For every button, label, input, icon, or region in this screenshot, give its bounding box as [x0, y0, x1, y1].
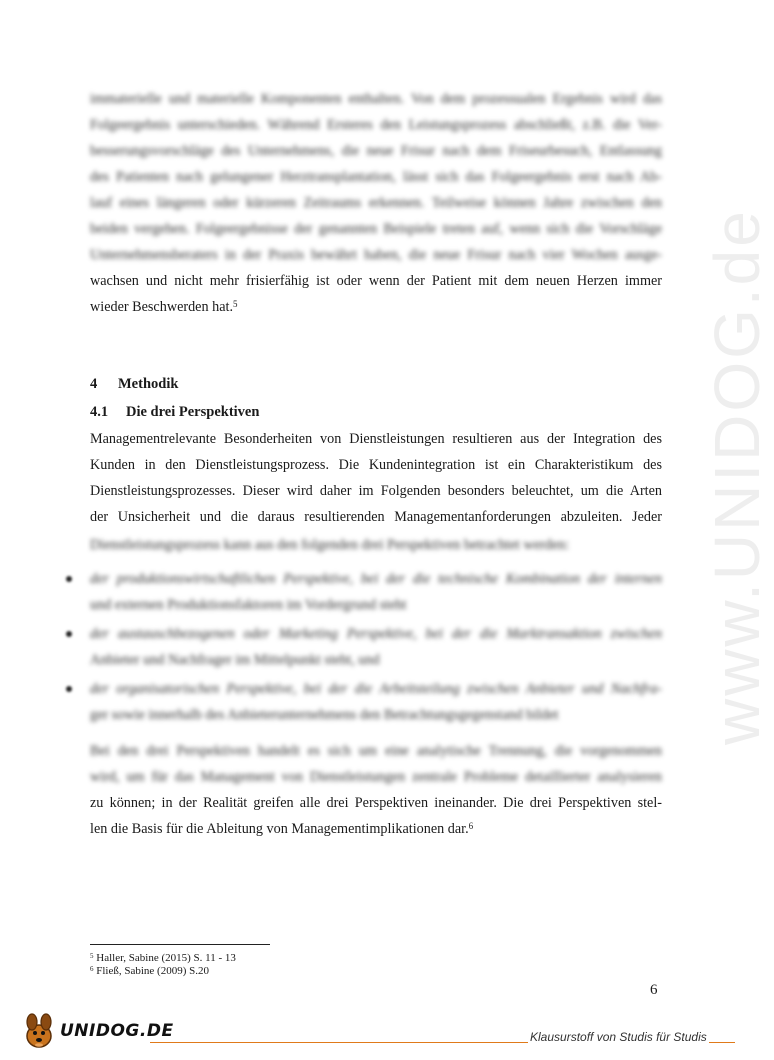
section-heading	[90, 372, 178, 396]
closing-line: Bei den drei Perspektiven handelt es sich um eine analytische Trennung, die vorgenommen	[90, 743, 662, 759]
bullet-line: der austauschbezogenen oder Marketing Perspektive, bei der die Marktransaktion zwischen	[90, 626, 662, 642]
closing-line-text: len die Basis für die Ableitung von Managementimplikationen dar.	[90, 821, 469, 837]
bullet-dot	[66, 576, 72, 582]
bullet-line: der organisatorischen Perspektive, bei der die Arbeitsteilung zwischen Anbieter und Nachfra-	[90, 681, 662, 697]
bullet-line: und externen Produktionsfaktoren im Vordergrund steht	[90, 597, 407, 613]
bullet-line: der produktionswirtschaftlichen Perspektive, bei der die technische Kombination der internen	[90, 571, 662, 587]
intro-line: des Patienten nach gelungener Herztransplantation, lässt sich das Folgeergebnis erst nach Ab-	[90, 169, 662, 185]
closing-line: wird, um für das Management von Dienstleistungen zentrale Probleme detaillierter analysieren	[90, 769, 662, 785]
footnote-number: 5	[90, 952, 94, 960]
subsection-number: 4.1	[90, 404, 109, 420]
body-line: Dienstleistungsprozesses. Dieser wird daher im Folgenden besonders beleuchtet, um die Arten	[90, 483, 662, 499]
intro-line-text: wieder Beschwerden hat.	[90, 299, 233, 315]
intro-line: beiden vergehen. Folgeergebnisse der genannten Beispiele treten auf, wenn sich die Vorschläge	[90, 221, 662, 237]
section-number: 4	[90, 376, 98, 392]
closing-line: zu können; in der Realität greifen alle drei Perspektiven ineinander. Die drei Perspektiven stel-	[90, 795, 662, 811]
footnote-number: 6	[90, 965, 94, 973]
unidog-logo	[20, 1012, 174, 1052]
footnote-text: Fließ, Sabine (2009) S.20	[96, 965, 209, 977]
footnote	[90, 952, 236, 965]
bullet-line: Anbieter und Nachfrager im Mittelpunkt steht, und	[90, 652, 380, 668]
intro-line: besserungsvorschläge des Unternehmens, die neue Frisur nach dem Friseurbesuch, Entlassung	[90, 143, 662, 159]
body-line: Kunden in den Dienstleistungsprozess. Die Kundenintegration ist ein Charakteristikum des	[90, 457, 662, 473]
dog-icon	[20, 1012, 58, 1050]
footnote-ref: 5	[233, 299, 238, 309]
watermark: www.UNIDOG.de	[701, 208, 773, 745]
footnote	[90, 965, 209, 978]
footnote-separator	[90, 944, 270, 945]
subsection-title: Die drei Perspektiven	[126, 404, 260, 420]
bullet-dot	[66, 631, 72, 637]
intro-line: wachsen und nicht mehr frisierfähig ist oder wenn der Patient mit dem neuen Herzen immer	[90, 273, 662, 289]
bullet-line: ger sowie innerhalb des Anbieterunternehmens den Betrachtungsgegenstand bildet	[90, 707, 559, 723]
body-line: Dienstleistungsprozess kann aus den folgenden drei Perspektiven betrachtet werden:	[90, 537, 570, 553]
footer-tagline: Klausurstoff von Studis für Studis	[530, 1030, 707, 1044]
intro-line: Unternehmensberaters in der Praxis bewährt haben, die neue Frisur nach vier Wochen ausge-	[90, 247, 662, 263]
intro-last-line	[90, 294, 662, 320]
body-line: der Unsicherheit und die daraus resultierenden Managementanforderungen abzuleiten. Jeder	[90, 509, 662, 525]
footnote-text: Haller, Sabine (2015) S. 11 - 13	[96, 952, 236, 964]
body-line: Managementrelevante Besonderheiten von Dienstleistungen resultieren aus der Integration des	[90, 431, 662, 447]
intro-line: immaterielle und materielle Komponenten enthalten. Von dem prozessualen Ergebnis wird das	[90, 91, 662, 107]
page-number: 6	[650, 982, 658, 998]
intro-line: lauf eines längeren oder kürzeren Zeitraums erkennen. Teilweise können Jahre zwischen den	[90, 195, 662, 211]
footnote-ref: 6	[468, 821, 474, 831]
intro-line: Folgeergebnis unterschieden. Während Ersteres den Leistungsprozess abschließt, z.B. die Ver-	[90, 117, 662, 133]
closing-last-line	[90, 816, 662, 842]
section-title: Methodik	[118, 376, 179, 392]
bullet-dot	[66, 686, 72, 692]
subsection-heading	[90, 400, 259, 424]
logo-text: UNIDOG.DE	[60, 1021, 174, 1041]
